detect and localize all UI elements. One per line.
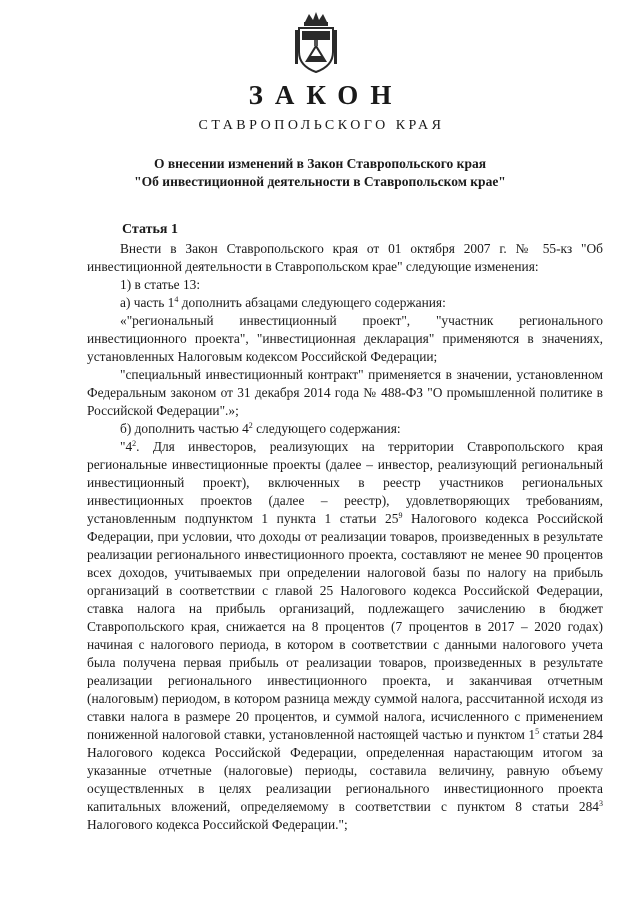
law-subject (0, 155, 640, 191)
article-heading: Статья 1 (122, 222, 178, 237)
law-region: СТАВРОПОЛЬСКОГО КРАЯ (198, 118, 445, 133)
article-body (87, 240, 603, 834)
paragraph-intro: Внести в Закон Ставропольского края от 01 октября 2007 г. № 55-кз "Об инвестиционной деятельности в Ставропольском крае" следующие изменения: (87, 241, 603, 274)
paragraph-quote-1: «"региональный инвестиционный проект", "участник регионального инвестиционного проекта", "инвестиционная декларация" применяются в значениях, установленных Налоговым кодексом Российской Федерации; (87, 313, 603, 364)
paragraph-item-b: б) дополнить частью $4^2$ следующего содержания: (120, 421, 401, 436)
paragraph-quote-2: "специальный инвестиционный контракт" применяется в значении, установленном Федеральным законом от 31 декабря 2014 года № 488-ФЗ "О промышленной политике в Российской Федерации".»; (87, 367, 603, 418)
law-subject-line-2: "Об инвестиционной деятельности в Ставропольском крае" (134, 174, 506, 189)
paragraph-item-1: 1) в статье 13: (120, 277, 201, 292)
paragraph-part-4-2: "$4^2$. Для инвесторов, реализующих на территории Ставропольского края региональные инвестиционные проекты (далее – инвестор, реализующий региональный инвестиционный проект), включенных в реестр участников региональных инвестиционных проектов (далее – реестр), удовлетворяющих требованиям, установленным подпунктом 1 пункта 1 статьи $25^9$ Налогового кодекса Российской Федерации, при условии, что доходы от реализации товаров, произведенных в результате реализации регионального инвестиционного проекта, составляют не менее 90 процентов всех доходов, учитываемых при определении налоговой базы по налогу на прибыль организаций в соответствии с главой 25 Налогового кодекса Российской Федерации, ставка налога на прибыль организаций, подлежащего зачислению в бюджет Ставропольского края, снижается на 8 процентов (7 процентов в 2017 – 2020 годах) начиная с налогового периода, в котором в соответствии с данными налогового учета была получена первая прибыль от реализации товаров, произведенных в результате реализации регионального инвестиционного проекта, и заканчивая отчетным (налоговым) периодом, в котором разница между суммой налога, рассчитанной исходя из ставки налога в размере 20 процентов, и суммой налога, исчисленного с применением пониженной налоговой ставки, установленной настоящей частью и пунктом $1^5$ статьи 284 Налогового кодекса Российской Федерации, определенная нарастающим итогом за указанные отчетные (налоговые) периоды, составила величину, равную объему осуществленных в целях реализации регионального инвестиционного проекта капитальных вложений, определяемому в соответствии с пунктом 8 статьи $284^3$ Налогового кодекса Российской Федерации."; (87, 439, 603, 832)
law-subject-line-1: О внесении изменений в Закон Ставропольского края (153, 156, 486, 171)
paragraph-item-a: а) часть $1^4$ дополнить абзацами следующего содержания: (120, 295, 446, 310)
law-title: ЗАКОН (248, 80, 404, 110)
coat-of-arms-emblem-icon (295, 12, 337, 74)
